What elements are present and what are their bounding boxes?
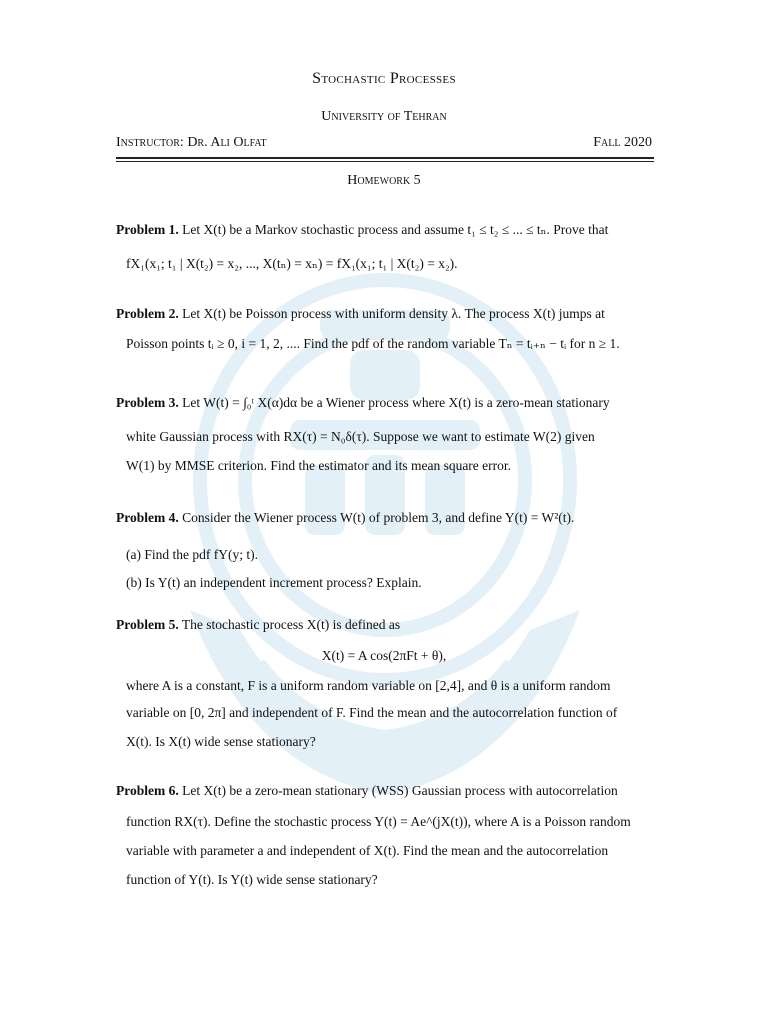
header-rule-thick <box>116 157 654 159</box>
problem-1-line-2: fX₁(x₁; t₁ | X(t₂) = x₂, ..., X(tₙ) = xₙ) = fX₁(x₁; t₁ | X(t₂) = x₂). <box>126 256 458 271</box>
instructor-line: Instructor: Dr. Ali Olfat <box>116 135 267 150</box>
problem-label: Problem 6. <box>116 783 179 798</box>
term-label: Fall 2020 <box>593 135 652 150</box>
university-name: University of Tehran <box>321 109 447 124</box>
problem-5-line-5: X(t). Is X(t) wide sense stationary? <box>126 734 316 749</box>
header-rule-thin <box>116 161 654 162</box>
problem-label: Problem 1. <box>116 222 179 237</box>
problem-4-line-1 <box>116 509 574 527</box>
problem-5-line-3: where A is a constant, F is a uniform random variable on [2,4], and θ is a uniform random <box>126 678 611 693</box>
problem-6-line-3: variable with parameter a and independent of X(t). Find the mean and the autocorrelation <box>126 843 609 858</box>
problem-label: Problem 4. <box>116 510 179 525</box>
problem-label: Problem 5. <box>116 617 179 632</box>
problem-5-equation: X(t) = A cos(2πFt + θ), <box>321 648 447 663</box>
problem-text: Consider the Wiener process W(t) of problem 3, and define Y(t) = W²(t). <box>182 510 575 525</box>
problem-label: Problem 2. <box>116 306 179 321</box>
problem-3-line-2: white Gaussian process with RX(τ) = N₀δ(τ). Suppose we want to estimate W(2) given <box>126 429 595 444</box>
problem-text: Let X(t) be a Markov stochastic process and assume t₁ ≤ t₂ ≤ ... ≤ tₙ. Prove that <box>182 222 609 237</box>
problem-5-line-1 <box>116 616 400 634</box>
university-seal-watermark <box>170 250 600 810</box>
problem-text: Let X(t) be Poisson process with uniform density λ. The process X(t) jumps at <box>182 306 605 321</box>
problem-text: Let X(t) be a zero-mean stationary (WSS) Gaussian process with autocorrelation <box>182 783 618 798</box>
problem-text: The stochastic process X(t) is defined as <box>181 617 401 632</box>
problem-1-line-1 <box>116 221 608 239</box>
problem-label: Problem 3. <box>116 395 179 410</box>
course-title: Stochastic Processes <box>312 70 456 87</box>
problem-4-part-a: (a) Find the pdf fY(y; t). <box>126 547 258 562</box>
problem-text: Let W(t) = ∫₀ᵗ X(α)dα be a Wiener process where X(t) is a zero-mean stationary <box>182 395 610 410</box>
problem-4-part-b: (b) Is Y(t) an independent increment process? Explain. <box>126 575 422 590</box>
problem-2-line-2: Poisson points tᵢ ≥ 0, i = 1, 2, .... Find the pdf of the random variable Tₙ = tᵢ₊ₙ − tᵢ for n ≥ 1. <box>126 336 620 351</box>
problem-6-line-4: function of Y(t). Is Y(t) wide sense stationary? <box>126 872 378 887</box>
homework-title: Homework 5 <box>347 173 421 188</box>
problem-6-line-1 <box>116 782 618 800</box>
problem-3-line-3: W(1) by MMSE criterion. Find the estimator and its mean square error. <box>126 458 512 473</box>
problem-3-line-1 <box>116 394 610 412</box>
problem-6-line-2: function RX(τ). Define the stochastic process Y(t) = Ae^(jX(t)), where A is a Poisson random <box>126 814 631 829</box>
problem-5-line-4: variable on [0, 2π] and independent of F. Find the mean and the autocorrelation function of <box>126 705 618 720</box>
problem-2-line-1 <box>116 305 605 323</box>
